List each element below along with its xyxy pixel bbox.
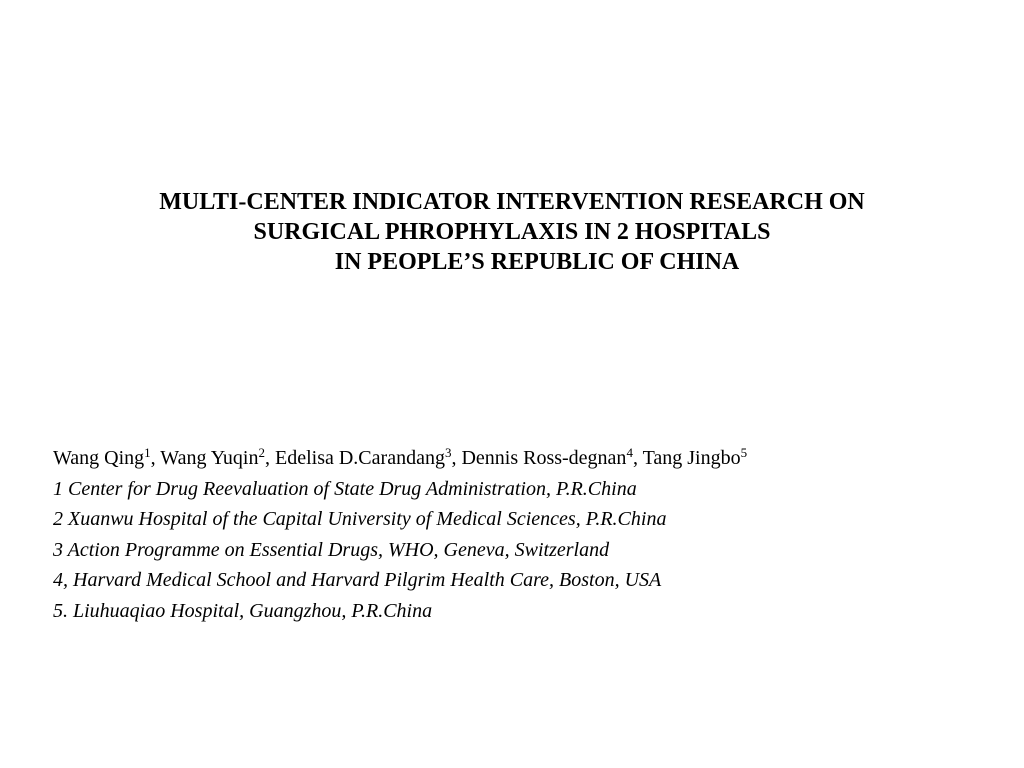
author-list (53, 443, 1013, 474)
author-separator: , (451, 447, 462, 469)
author-affiliation-marker: 3 (444, 445, 452, 460)
title-line-1: MULTI-CENTER INDICATOR INTERVENTION RESEARCH ON (159, 189, 865, 215)
author-affiliation-marker: 5 (740, 445, 748, 460)
paper-title (0, 187, 1024, 277)
author-affiliation-marker: 4 (626, 445, 633, 460)
author-name: Edelisa D.Carandang (275, 447, 445, 469)
author-name: Tang Jingbo (642, 447, 741, 469)
author-separator: , (632, 447, 643, 469)
author-name: Dennis Ross-degnan (461, 447, 627, 469)
author-name: Wang Yuqin (160, 447, 259, 469)
affiliation-2: 2 Xuanwu Hospital of the Capital University of Medical Sciences, P.R.China (53, 508, 667, 530)
author-affiliation-marker: 2 (258, 445, 265, 460)
affiliation-3: 3 Action Programme on Essential Drugs, WHO, Geneva, Switzerland (53, 538, 610, 561)
affiliation-5: 5. Liuhuaqiao Hospital, Guangzhou, P.R.China (53, 599, 433, 622)
authors-section (53, 443, 1013, 626)
affiliation-1: 1 Center for Drug Reevaluation of State Drug Administration, P.R.China (53, 477, 637, 500)
author-separator: , (150, 447, 161, 469)
title-line-2: SURGICAL PHROPHYLAXIS IN 2 HOSPITALS (253, 219, 771, 245)
title-line-3: IN PEOPLE’S REPUBLIC OF CHINA (334, 249, 740, 275)
author-separator: , (265, 447, 275, 469)
author-name: Wang Qing (53, 447, 145, 469)
author-affiliation-marker: 1 (144, 445, 151, 460)
affiliation-4: 4, Harvard Medical School and Harvard Pilgrim Health Care, Boston, USA (53, 569, 662, 591)
